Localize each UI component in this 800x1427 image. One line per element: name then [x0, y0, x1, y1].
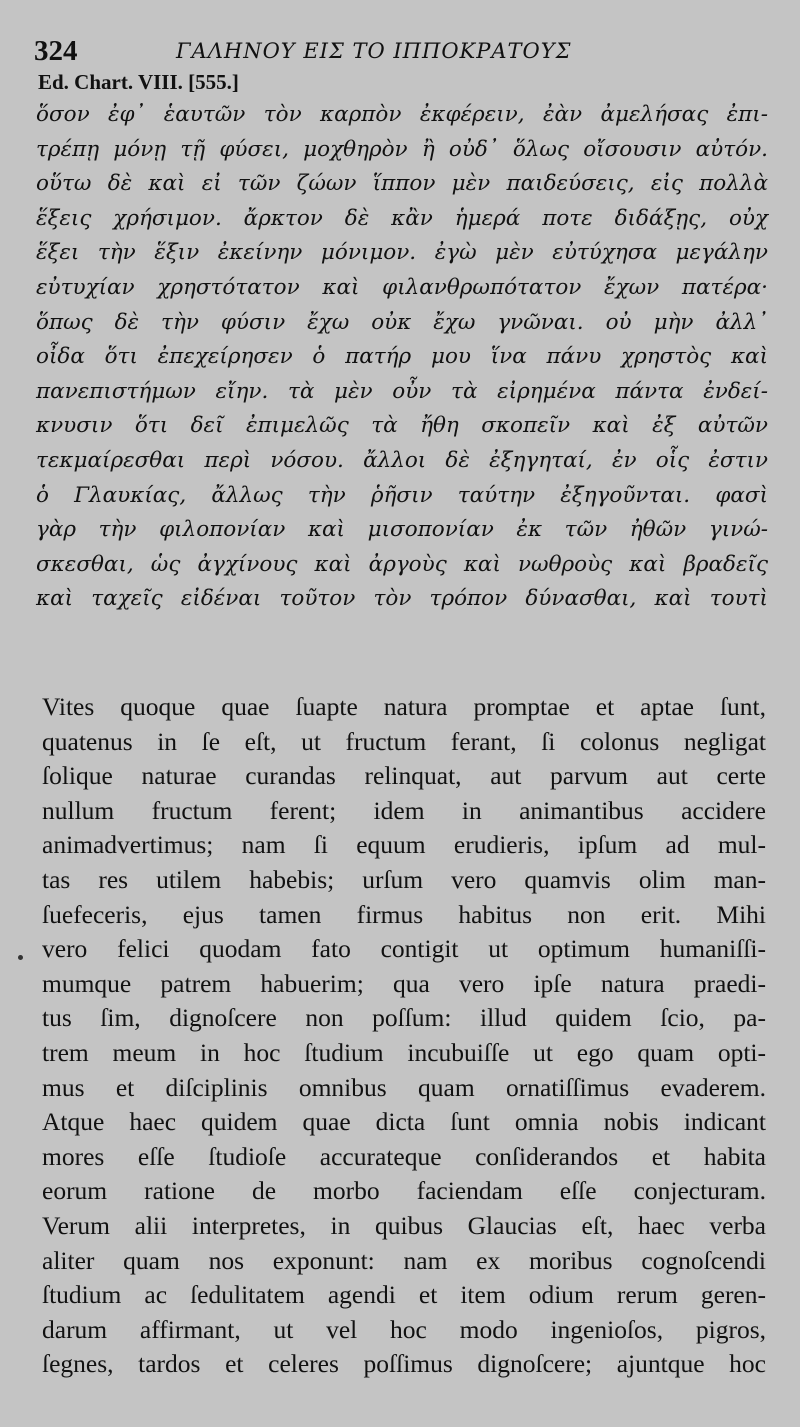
- latin-line: quatenus in ſe eſt, ut fructum ferant, ſi colonus negligat: [42, 726, 766, 756]
- greek-line: τρέπῃ μόνῃ τῇ φύσει, μοχθηρὸν ἢ οὐδ᾽ ὅλως οἴσουσιν αὐτόν.: [36, 136, 768, 162]
- latin-line: animadvertimus; nam ſi equum erudieris, ipſum ad mul-: [42, 830, 766, 860]
- greek-line: ἕξεις χρήσιμον. ἄρκτον δὲ κἂν ἡμερά ποτε διδάξῃς, οὐχ: [36, 205, 768, 231]
- greek-line: ὁ Γλαυκίας, ἄλλως τὴν ῥῆσιν ταύτην ἐξηγοῦνται. φασὶ: [36, 482, 768, 508]
- greek-line: σκεσθαι, ὡς ἀγχίνους καὶ ἀργοὺς καὶ νωθροὺς καὶ βραδεῖς: [36, 551, 768, 577]
- latin-line: Vites quoque quae ſuapte natura promptae et aptae ſunt,: [42, 692, 766, 721]
- latin-line: ſuefeceris, ejus tamen firmus habitus non erit. Mihi: [42, 899, 766, 929]
- latin-line: nullum fructum ferent; idem in animantibus accidere: [42, 795, 766, 825]
- greek-line: εὐτυχίαν χρηστότατον καὶ φιλανθρωπότατον ἔχων πατέρα·: [36, 274, 768, 300]
- latin-line: mumque patrem habuerim; qua vero ipſe natura praedi-: [42, 968, 766, 998]
- latin-line: mores eſſe ſtudioſe accurateque conſiderandos et habita: [42, 1141, 766, 1171]
- latin-line: aliter quam nos exponunt: nam ex moribus cognoſcendi: [42, 1245, 766, 1275]
- latin-line: ſegnes, tardos et celeres poſſimus dignoſcere; ajuntque hoc: [42, 1349, 766, 1379]
- edition-reference: Ed. Chart. VIII. [555.]: [38, 70, 239, 94]
- greek-line: καὶ ταχεῖς εἰδέναι τοῦτον τὸν τρόπον δύνασθαι, καὶ τουτὶ: [36, 586, 768, 612]
- latin-line: eorum ratione de morbo faciendam eſſe conjecturam.: [42, 1176, 766, 1206]
- greek-line: ὅπως δὲ τὴν φύσιν ἔχω οὐκ ἔχω γνῶναι. οὐ μὴν ἀλλ᾽: [36, 309, 768, 335]
- latin-line: tus ſim, dignoſcere non poſſum: illud quidem ſcio, pa-: [42, 1003, 766, 1033]
- latin-line: ſtudium ac ſedulitatem agendi et item odium rerum geren-: [42, 1280, 766, 1310]
- latin-line: trem meum in hoc ſtudium incubuiſſe ut ego quam opti-: [42, 1037, 766, 1067]
- running-head: ΓΑΛΗΝΟΥ ΕΙΣ ΤΟ ΙΠΠΟΚΡΑΤΟΥΣ: [176, 39, 572, 63]
- latin-line: tas res utilem habebis; urſum vero quamvis olim man-: [42, 864, 766, 894]
- page-number: 324: [34, 35, 78, 67]
- greek-line: πανεπιστήμων εἴην. τὰ μὲν οὖν τὰ εἰρημένα πάντα ἐνδεί-: [36, 378, 768, 404]
- greek-line: ἕξει τὴν ἕξιν ἐκείνην μόνιμον. ἐγὼ μὲν εὐτύχησα μεγάλην: [36, 240, 768, 266]
- greek-line: γὰρ τὴν φιλοπονίαν καὶ μισοπονίαν ἐκ τῶν ἠθῶν γινώ-: [36, 517, 768, 543]
- greek-line: οἶδα ὅτι ἐπεχείρησεν ὁ πατήρ μου ἵνα πάνυ χρηστὸς καὶ: [36, 344, 768, 370]
- latin-line: Verum alii interpretes, in quibus Glaucias eſt, haec verba: [42, 1210, 766, 1240]
- greek-line: ὅσον ἐφ᾽ ἑαυτῶν τὸν καρπὸν ἐκφέρειν, ἐὰν ἀμελήσας ἐπι-: [36, 102, 768, 127]
- greek-line: κνυσιν ὅτι δεῖ ἐπιμελῶς τὰ ἤθη σκοπεῖν καὶ ἐξ αὐτῶν: [36, 413, 768, 439]
- latin-line: Atque haec quidem quae dicta ſunt omnia nobis indicant: [42, 1107, 766, 1137]
- latin-line: mus et diſciplinis omnibus quam ornatiſſimus evaderem.: [42, 1072, 766, 1102]
- latin-line: ſolique naturae curandas relinquat, aut parvum aut certe: [42, 761, 766, 791]
- greek-text-block: [36, 98, 768, 617]
- margin-mark: [18, 955, 23, 960]
- latin-line: darum affirmant, ut vel hoc modo ingenioſos, pigros,: [42, 1314, 766, 1344]
- latin-line: vero felici quodam fato contigit ut optimum humaniſſi-: [42, 934, 766, 964]
- greek-line: οὕτω δὲ καὶ εἰ τῶν ζώων ἵππον μὲν παιδεύσεις, εἰς πολλὰ: [36, 171, 768, 197]
- page-header: [34, 34, 774, 68]
- greek-line: τεκμαίρεσθαι περὶ νόσου. ἄλλοι δὲ ἐξηγηταί, ἐν οἷς ἐστιν: [36, 447, 768, 473]
- latin-text-block: [42, 690, 766, 1382]
